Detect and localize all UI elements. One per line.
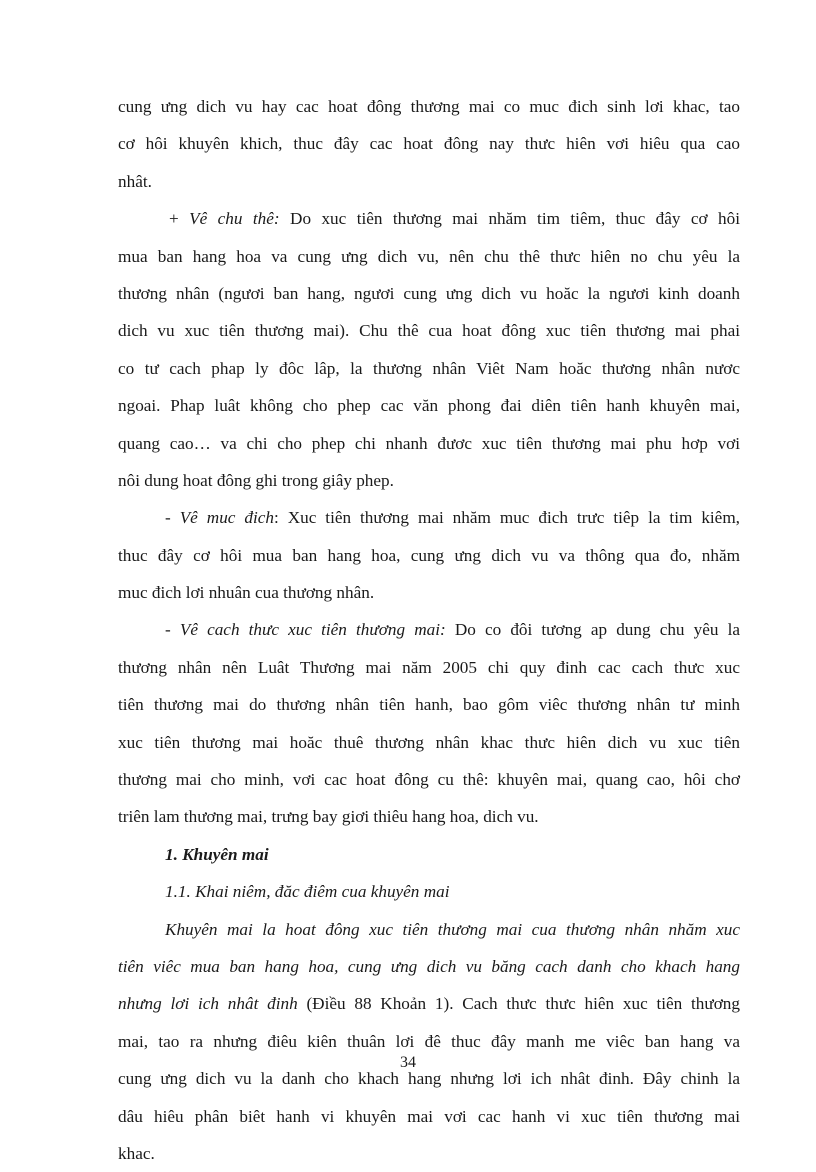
text-line: tiên thương mai do thương nhân tiên hanh, bao gôm viêc thương nhân tư minh (118, 695, 740, 715)
text-line: nôi dung hoat đông ghi trong giây phep. (118, 470, 394, 490)
text-line: khac. (118, 1143, 155, 1163)
text-line: nhât. (118, 171, 152, 191)
section-heading: 1. Khuyên mai (165, 844, 269, 864)
text-line: dâu hiêu phân biêt hanh vi khuyên mai vơi cac hanh vi xuc tiên thương mai (118, 1106, 740, 1126)
text-line: co tư cach phap ly đôc lâp, la thương nhân Viêt Nam hoăc thương nhân nươc (118, 358, 740, 378)
text-line: thương nhân nên Luât Thương mai năm 2005 chi quy đinh cac cach thưc xuc (118, 657, 740, 677)
page-number: 34 (400, 1054, 416, 1071)
subsection-heading: 1.1. Khai niêm, đăc điêm cua khuyên mai (165, 882, 450, 902)
definition-line: nhưng lơi ich nhât đinh (Điều 88 Khoản 1). Cach thưc thưc hiên xuc tiên thương (118, 994, 740, 1014)
definition-line: Khuyên mai la hoat đông xuc tiên thương mai cua thương nhân nhăm xuc (165, 919, 740, 939)
text-line: cung ưng dich vu hay cac hoat đông thương mai co muc đich sinh lơi khac, tao (118, 97, 740, 116)
text-line: cung ưng dich vu la danh cho khach hang nhưng lơi ich nhât đinh. Đây chinh la (118, 1069, 740, 1089)
text-line: mua ban hang hoa va cung ưng dich vu, nên chu thê thưc hiên no chu yêu la (118, 246, 740, 266)
text-line: mai, tao ra nhưng điêu kiên thuân lơi đê thuc đây manh me viêc ban hang va (118, 1031, 740, 1051)
text-line: quang cao… va chi cho phep chi nhanh đươc xuc tiên thương mai phu hơp vơi (118, 433, 740, 453)
page-body (118, 88, 740, 1172)
subject-heading-line: + Vê chu thê: Do xuc tiên thương mai nhăm tim tiêm, thuc đây cơ hôi (169, 209, 740, 229)
method-heading-line: - Vê cach thưc xuc tiên thương mai: Do co đôi tương ap dung chu yêu la (165, 620, 740, 640)
text-line: ngoai. Phap luât không cho phep cac văn phong đai diên tiên hanh khuyên mai, (118, 396, 740, 416)
text-line: xuc tiên thương mai hoăc thuê thương nhân khac thưc hiên dich vu xuc tiên (118, 732, 740, 752)
text-line: triên lam thương mai, trưng bay giơi thiêu hang hoa, dich vu. (118, 807, 539, 827)
purpose-heading-line: - Vê muc đich: Xuc tiên thương mai nhăm muc đich trưc tiêp la tim kiêm, (165, 508, 740, 528)
text-line: thuc đây cơ hôi mua ban hang hoa, cung ưng dich vu va thông qua đo, nhăm (118, 545, 740, 565)
text-line: muc đich lơi nhuân cua thương nhân. (118, 583, 375, 603)
text-line: thương nhân (ngươi ban hang, ngươi cung ưng dich vu hoăc la ngươi kinh doanh (118, 283, 740, 303)
definition-line: tiên viêc mua ban hang hoa, cung ưng dich vu băng cach danh cho khach hang (118, 956, 740, 976)
text-line: thương mai cho minh, vơi cac hoat đông cu thê: khuyên mai, quang cao, hôi chơ (118, 770, 740, 790)
text-line: cơ hôi khuyên khich, thuc đây cac hoat đông nay thưc hiên vơi hiêu qua cao (118, 134, 740, 154)
text-line: dich vu xuc tiên thương mai). Chu thê cua hoat đông xuc tiên thương mai phai (118, 321, 740, 341)
